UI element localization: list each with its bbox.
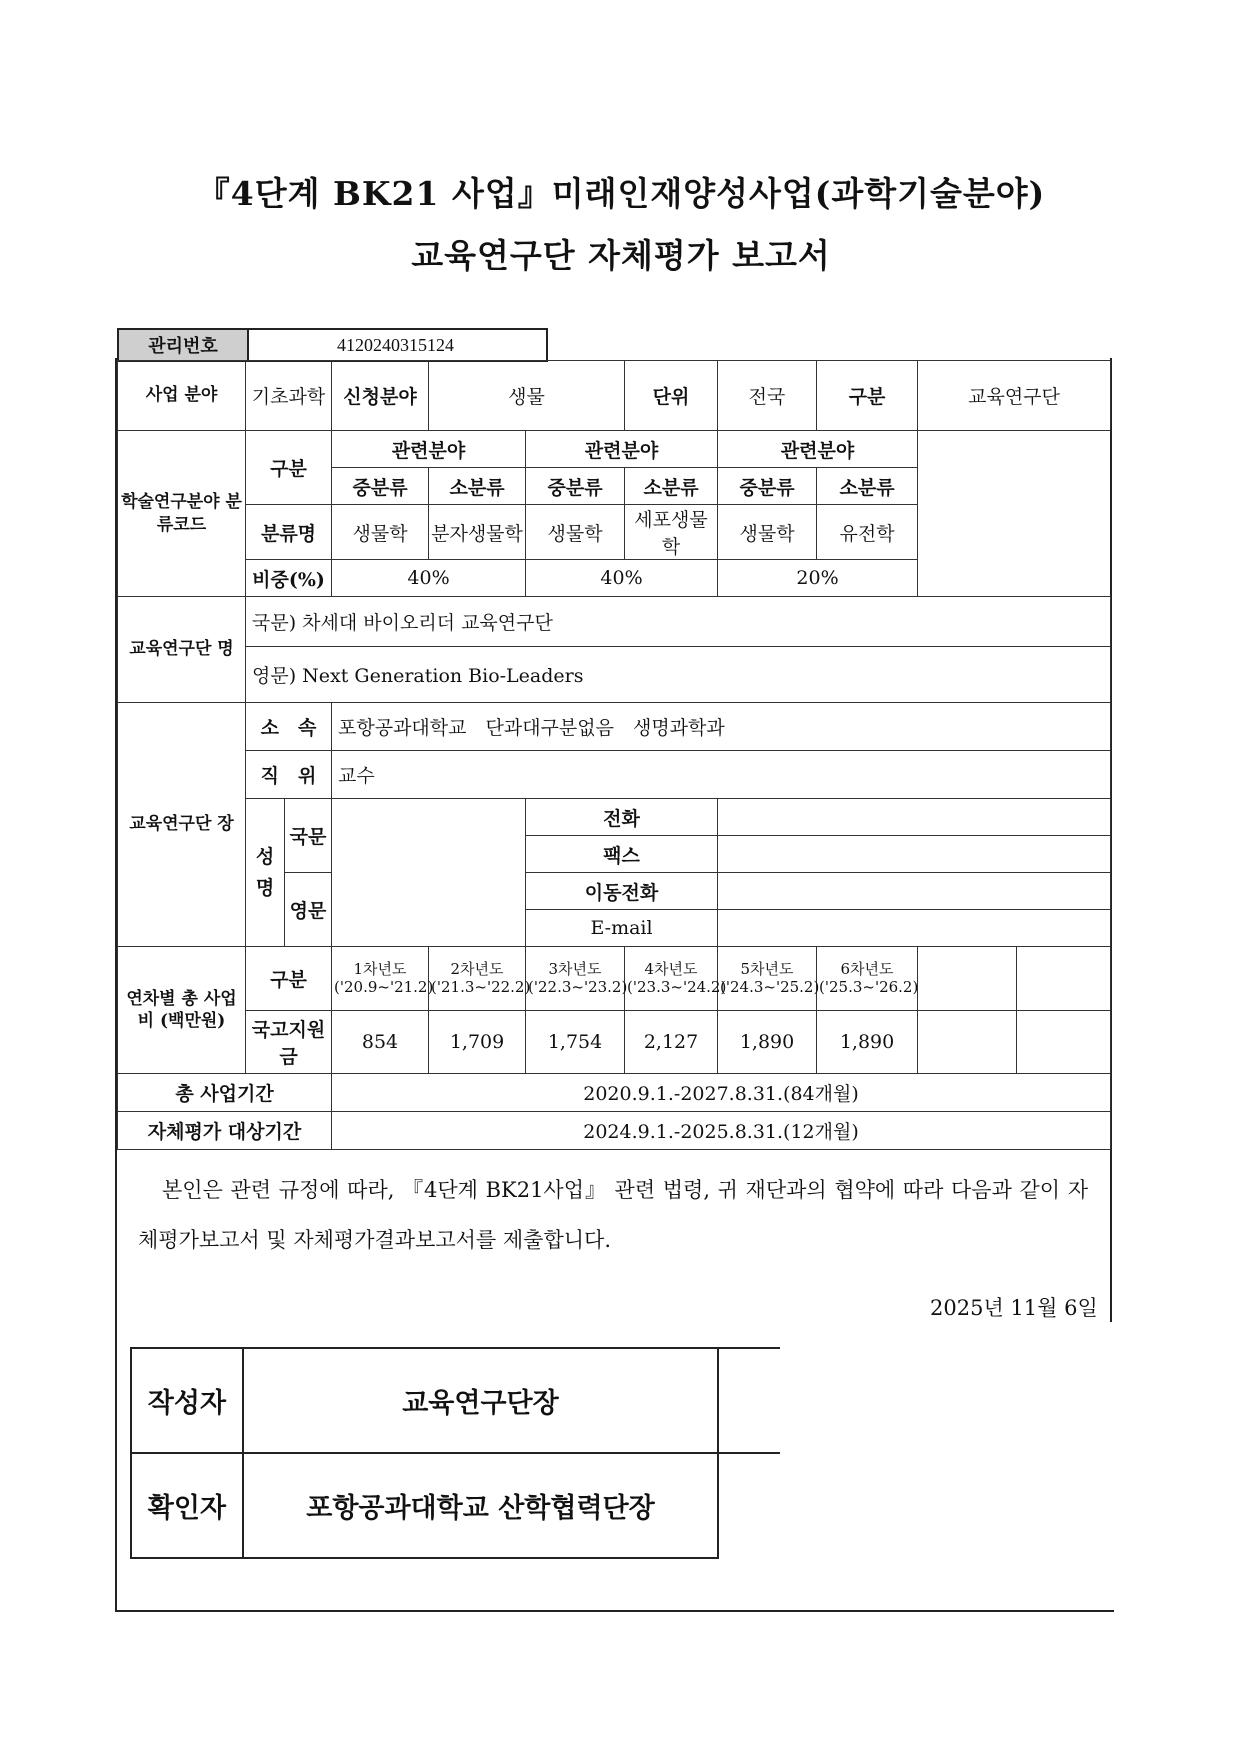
year2-fund: 1,709	[429, 1011, 526, 1074]
fax-value	[718, 836, 1111, 873]
year7-header	[918, 947, 1017, 1011]
mobile-label: 이동전화	[526, 873, 718, 910]
class-name-label: 분류명	[246, 505, 332, 560]
position-label: 직 위	[246, 751, 332, 799]
writer-label: 작성자	[131, 1348, 243, 1453]
eval-period-value: 2024.9.1.-2025.8.31.(12개월)	[332, 1112, 1111, 1150]
related-field-2: 관련분야	[526, 431, 718, 468]
eval-period-label: 자체평가 대상기간	[118, 1112, 332, 1150]
weight-value-2: 40%	[526, 560, 718, 597]
related-field-3: 관련분야	[718, 431, 918, 468]
submission-date: 2025년 11월 6일	[930, 1296, 1098, 1320]
team-name-kor: 국문) 차세대 바이오리더 교육연구단	[246, 597, 1111, 647]
year4-header: 4차년도 ('23.3~'24.2)	[625, 947, 718, 1011]
type-label: 구분	[817, 361, 918, 431]
year6-fund: 1,890	[817, 1011, 918, 1074]
name-value-cell	[332, 799, 526, 947]
year8-header	[1017, 947, 1111, 1011]
fund-label: 국고지원금	[246, 1011, 332, 1074]
position-value: 교수	[332, 751, 1111, 799]
affiliation-value: 포항공과대학교 단과대구분없음 생명과학과	[332, 703, 1111, 751]
year8-fund	[1017, 1011, 1111, 1074]
academic-field-label: 학술연구분야 분류코드	[118, 431, 246, 597]
small-class-header-3: 소분류	[817, 468, 918, 505]
mobile-value	[718, 873, 1111, 910]
apply-field-label: 신청분야	[332, 361, 429, 431]
fax-label: 팩스	[526, 836, 718, 873]
writer-value: 교육연구단장	[243, 1348, 718, 1453]
budget-label: 연차별 총 사업비 (백만원)	[118, 947, 246, 1074]
mid-class-header-2: 중분류	[526, 468, 625, 505]
title-line2: 교육연구단 자체평가 보고서	[411, 236, 831, 275]
year7-fund	[918, 1011, 1017, 1074]
small-class-value-2: 세포생물학	[625, 505, 718, 560]
email-label: E-mail	[526, 910, 718, 947]
apply-field-value: 생물	[429, 361, 625, 431]
mid-class-value-3: 생물학	[718, 505, 817, 560]
total-period-value: 2020.9.1.-2027.8.31.(84개월)	[332, 1074, 1111, 1112]
weight-value-3: 20%	[718, 560, 918, 597]
weight-value-1: 40%	[332, 560, 526, 597]
email-value	[718, 910, 1111, 947]
declaration-text: 본인은 관련 규정에 따라, 『4단계 BK21사업』 관련 법령, 귀 재단과의 협약에 따라 다음과 같이 자체평가보고서 및 자체평가결과보고서를 제출합니다.	[138, 1178, 1088, 1252]
year5-header: 5차년도 ('24.3~'25.2)	[718, 947, 817, 1011]
year1-header: 1차년도 ('20.9~'21.2)	[332, 947, 429, 1011]
team-name-eng: 영문) Next Generation Bio-Leaders	[246, 647, 1111, 703]
year3-fund: 1,754	[526, 1011, 625, 1074]
phone-value	[718, 799, 1111, 836]
year6-header: 6차년도 ('25.3~'26.2)	[817, 947, 918, 1011]
title-line1: 『4단계 BK21 사업』미래인재양성사업(과학기술분야)	[196, 174, 1046, 213]
writer-signature-cell	[718, 1348, 780, 1453]
year1-fund: 854	[332, 1011, 429, 1074]
unit-value: 전국	[718, 361, 817, 431]
signature-table	[130, 1347, 780, 1559]
small-class-value-1: 분자생물학	[429, 505, 526, 560]
year2-header: 2차년도 ('21.3~'22.2)	[429, 947, 526, 1011]
confirmer-label: 확인자	[131, 1453, 243, 1558]
confirmer-signature-cell	[718, 1453, 780, 1558]
small-class-value-3: 유전학	[817, 505, 918, 560]
business-field-value: 기초과학	[246, 361, 332, 431]
year3-header: 3차년도 ('22.3~'23.2)	[526, 947, 625, 1011]
affiliation-label: 소 속	[246, 703, 332, 751]
mid-class-value-2: 생물학	[526, 505, 625, 560]
business-field-label: 사업 분야	[118, 361, 246, 431]
unit-label: 단위	[625, 361, 718, 431]
mid-class-value-1: 생물학	[332, 505, 429, 560]
year5-fund: 1,890	[718, 1011, 817, 1074]
name-eng-label: 영문	[285, 873, 332, 947]
budget-gubun: 구분	[246, 947, 332, 1011]
total-period-label: 총 사업기간	[118, 1074, 332, 1112]
related-field-1: 관련분야	[332, 431, 526, 468]
management-number-value: 4120240315124	[337, 334, 454, 355]
mid-class-header-1: 중분류	[332, 468, 429, 505]
year4-fund: 2,127	[625, 1011, 718, 1074]
confirmer-value: 포항공과대학교 산학협력단장	[243, 1453, 718, 1558]
leader-label: 교육연구단 장	[118, 703, 246, 947]
academic-gubun: 구분	[246, 431, 332, 505]
management-number-label: 관리번호	[119, 330, 249, 360]
small-class-header-2: 소분류	[625, 468, 718, 505]
mid-class-header-3: 중분류	[718, 468, 817, 505]
name-label: 성명	[246, 799, 285, 947]
management-number-box	[117, 328, 548, 362]
type-value: 교육연구단	[918, 361, 1111, 431]
report-table	[117, 360, 1111, 1150]
phone-label: 전화	[526, 799, 718, 836]
small-class-header-1: 소분류	[429, 468, 526, 505]
team-name-label: 교육연구단 명	[118, 597, 246, 703]
weight-label: 비중(%)	[246, 560, 332, 597]
name-kor-label: 국문	[285, 799, 332, 873]
